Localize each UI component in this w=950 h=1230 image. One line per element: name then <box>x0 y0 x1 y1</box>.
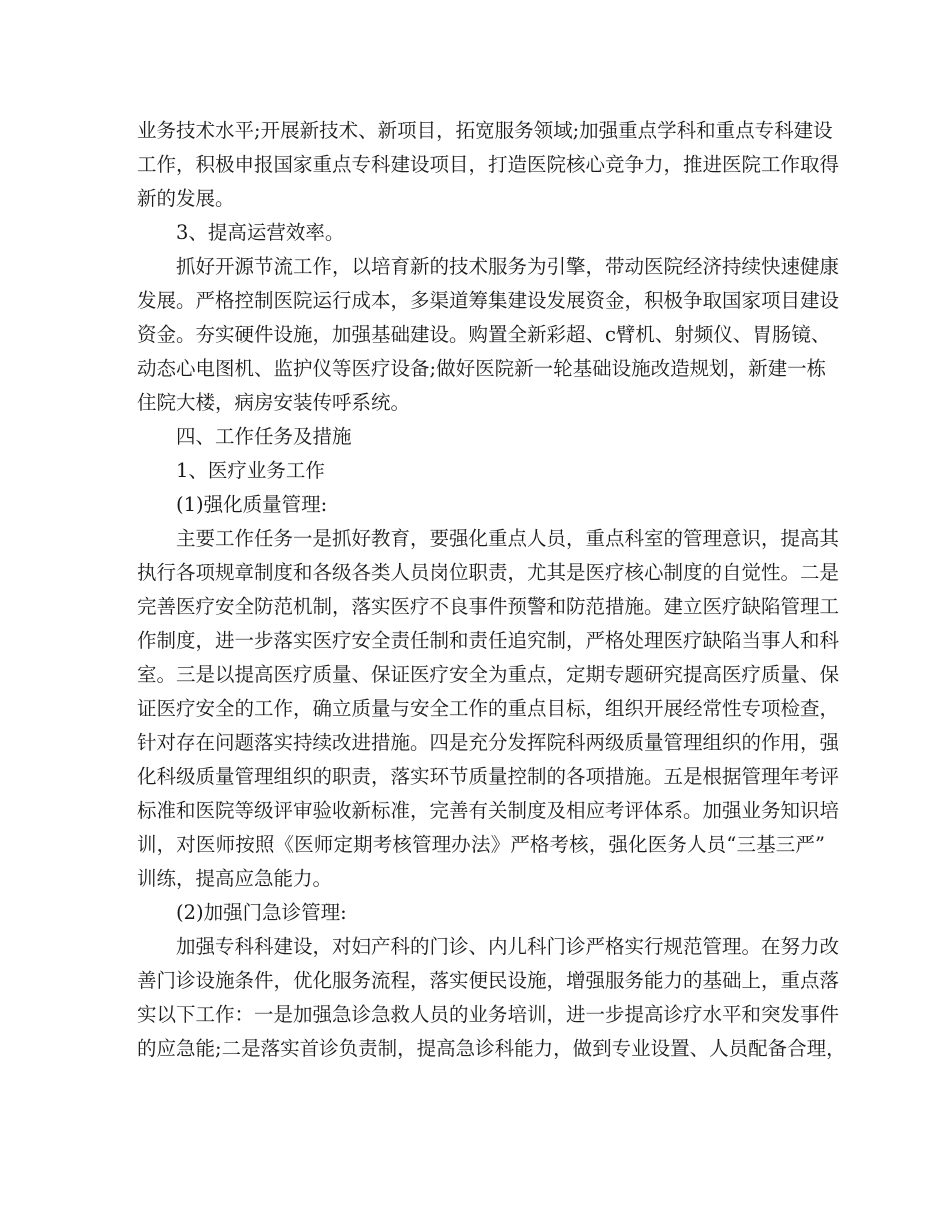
text-line: 证医疗安全的工作，确立质量与安全工作的重点目标，组织开展经常性专项检查， <box>137 697 840 720</box>
text-line: 资金。夯实硬件设施，加强基础建设。购置全新彩超、c臂机、射频仪、胃肠镜、 <box>137 323 831 346</box>
text-line: 业务技术水平;开展新技术、新项目，拓宽服务领域;加强重点学科和重点专科建设 <box>137 119 833 142</box>
text-line: 训，对医师按照《医师定期考核管理办法》严格考核，强化医务人员“三基三严” <box>137 833 825 856</box>
paragraph-start: 主要工作任务一是抓好教育，要强化重点人员，重点科室的管理意识，提高其 <box>176 527 840 550</box>
text-line: 标准和医院等级评审验收新标准，完善有关制度及相应考评体系。加强业务知识培 <box>137 799 840 822</box>
paragraph-start: 加强专科科建设，对妇产科的门诊、内儿科门诊严格实行规范管理。在努力改 <box>176 935 840 958</box>
subsection-heading: 1、医疗业务工作 <box>176 459 325 482</box>
text-line: 实以下工作：一是加强急诊急救人员的业务培训，进一步提高诊疗水平和突发事件 <box>137 1003 840 1026</box>
text-line: 新的发展。 <box>137 187 235 210</box>
text-line: 训练，提高应急能力。 <box>137 867 333 890</box>
text-line: 工作，积极申报国家重点专科建设项目，打造医院核心竞争力，推进医院工作取得 <box>137 153 840 176</box>
section-heading: 四、工作任务及措施 <box>176 425 352 448</box>
text-line: 动态心电图机、监护仪等医疗设备;做好医院新一轮基础设施改造规划，新建一栋 <box>137 357 827 380</box>
paragraph-start: 抓好开源节流工作，以培育新的技术服务为引擎，带动医院经济持续快速健康 <box>176 255 840 278</box>
text-line: 住院大楼，病房安装传呼系统。 <box>137 391 411 414</box>
text-line: 发展。严格控制医院运行成本，多渠道筹集建设发展资金，积极争取国家项目建设 <box>137 289 840 312</box>
subsection-heading: (2)加强门急诊管理: <box>176 901 347 924</box>
text-line: 作制度，进一步落实医疗安全责任制和责任追究制，严格处理医疗缺陷当事人和科 <box>137 629 840 652</box>
text-line: 化科级质量管理组织的职责，落实环节质量控制的各项措施。五是根据管理年考评 <box>137 765 840 788</box>
text-line: 针对存在问题落实持续改进措施。四是充分发挥院科两级质量管理组织的作用，强 <box>137 731 840 754</box>
text-line: 执行各项规章制度和各级各类人员岗位职责，尤其是医疗核心制度的自觉性。二是 <box>137 561 840 584</box>
document-body <box>137 114 846 1066</box>
text-line: 完善医疗安全防范机制，落实医疗不良事件预警和防范措施。建立医疗缺陷管理工 <box>137 595 840 618</box>
subsection-heading: (1)强化质量管理: <box>176 493 328 516</box>
text-line: 善门诊设施条件，优化服务流程，落实便民设施，增强服务能力的基础上，重点落 <box>137 969 840 992</box>
text-line: 的应急能;二是落实首诊负责制，提高急诊科能力，做到专业设置、人员配备合理， <box>137 1037 846 1060</box>
section-heading: 3、提高运营效率。 <box>176 221 345 244</box>
text-line: 室。三是以提高医疗质量、保证医疗安全为重点，定期专题研究提高医疗质量、保 <box>137 663 840 686</box>
